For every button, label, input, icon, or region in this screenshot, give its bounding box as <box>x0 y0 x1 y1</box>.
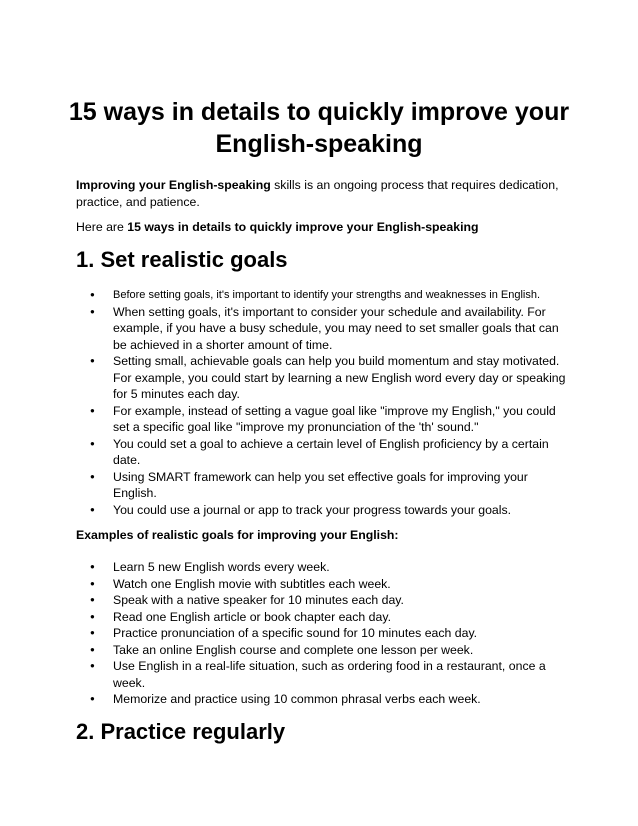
section-heading-practice-regularly: 2. Practice regularly <box>76 719 286 744</box>
intro-text: skills is an ongoing process that requires dedication, practice, and patience. <box>76 178 559 209</box>
list-item: ● Using SMART framework can help you set effective goals for improving your English. <box>76 469 566 502</box>
list-item: ● Before setting goals, it's important to identify your strengths and weaknesses in English. <box>76 287 566 304</box>
examples-bullet-list <box>76 559 566 708</box>
list-item: ● When setting goals, it's important to consider your schedule and availability. For example, if you have a busy schedule, you may need to set smaller goals that can be achieved in a shorter amount of time. <box>76 304 566 354</box>
list-item: ● Use English in a real-life situation, such as ordering food in a restaurant, once a week. <box>76 658 566 691</box>
list-item: ● You could use a journal or app to track your progress towards your goals. <box>76 502 566 519</box>
here-prefix: Here are <box>76 220 128 234</box>
list-item: ● You could set a goal to achieve a certain level of English proficiency by a certain date. <box>76 436 566 469</box>
list-item: ● Read one English article or book chapter each day. <box>76 609 566 626</box>
here-are-paragraph <box>76 219 566 236</box>
goals-bullet-list <box>76 287 566 518</box>
section-heading-set-realistic-goals: 1. Set realistic goals <box>76 247 288 272</box>
examples-heading: Examples of realistic goals for improving your English: <box>76 528 399 542</box>
list-item: ● For example, instead of setting a vague goal like "improve my English," you could set a specific goal like "improve my pronunciation of the 'th' sound." <box>76 403 566 436</box>
list-item: ● Speak with a native speaker for 10 minutes each day. <box>76 592 566 609</box>
list-item: ● Practice pronunciation of a specific sound for 10 minutes each day. <box>76 625 566 642</box>
intro-paragraph <box>76 177 566 210</box>
list-item: ● Learn 5 new English words every week. <box>76 559 566 576</box>
here-bold-text: 15 ways in details to quickly improve your English-speaking <box>127 220 479 234</box>
list-item: ● Watch one English movie with subtitles each week. <box>76 576 566 593</box>
list-item: ● Take an online English course and complete one lesson per week. <box>76 642 566 659</box>
intro-bold-text: Improving your English-speaking <box>76 178 271 192</box>
list-item: ● Memorize and practice using 10 common phrasal verbs each week. <box>76 691 566 708</box>
document-title: 15 ways in details to quickly improve your English-speaking <box>68 98 570 158</box>
list-item: ● Setting small, achievable goals can help you build momentum and stay motivated. For example, you could start by learning a new English word every day or speaking for 5 minutes each day. <box>76 353 566 403</box>
